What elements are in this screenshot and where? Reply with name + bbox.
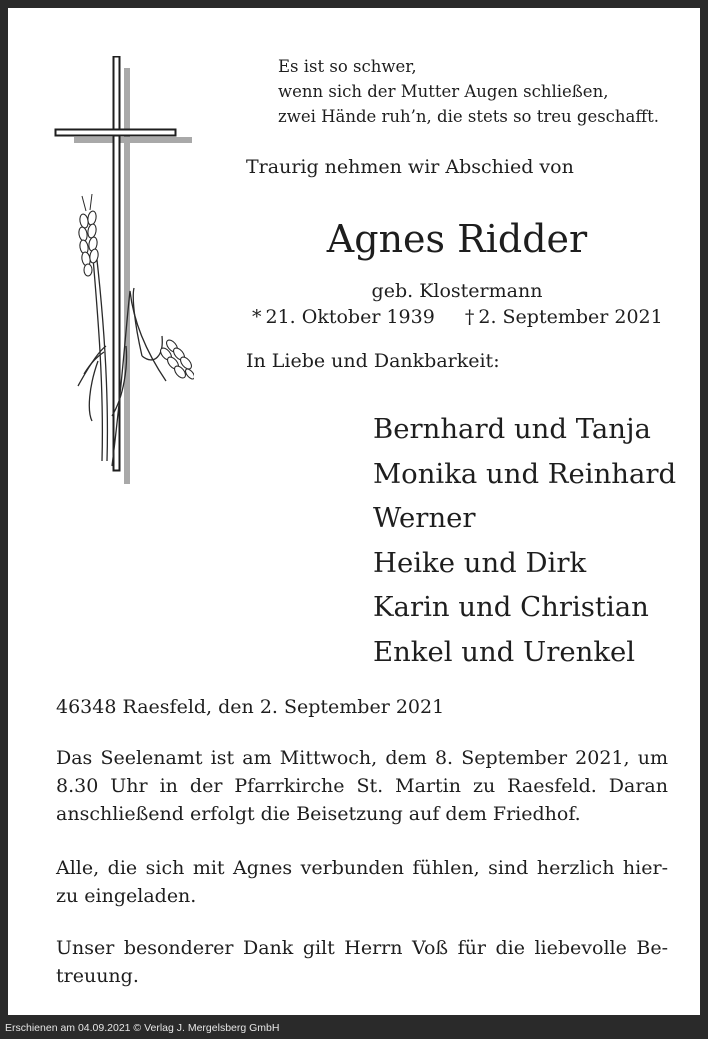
- poem-line: Es ist so schwer,: [278, 57, 417, 76]
- family-member: Werner: [373, 502, 476, 534]
- love-line: In Liebe und Dankbarkeit:: [246, 350, 500, 372]
- paragraph-line: treuung.: [56, 965, 139, 987]
- service-paragraph: [56, 744, 668, 828]
- cross-with-wheat-icon: [54, 56, 194, 486]
- paragraph-line: Alle, die sich mit Agnes verbunden fühlen, sind herzlich hier-: [56, 857, 668, 879]
- death-date-group: [465, 306, 663, 328]
- family-list: [373, 407, 676, 674]
- deceased-name: Agnes Ridder: [326, 217, 588, 261]
- family-member: Enkel und Urenkel: [373, 635, 636, 668]
- paragraph-line: Das Seelenamt ist am Mittwoch, dem 8. September 2021, um: [56, 747, 668, 769]
- death-date: 2. September 2021: [478, 306, 663, 328]
- birth-date-group: [252, 306, 441, 328]
- paragraph-line: Unser besonderer Dank gilt Herrn Voß für die liebevolle Be-: [56, 937, 668, 959]
- intro-text: Traurig nehmen wir Abschied von: [246, 156, 574, 178]
- poem-line: zwei Hände ruh’n, die stets so treu geschafft.: [278, 107, 659, 126]
- family-member: Monika und Reinhard: [373, 457, 677, 490]
- invitation-paragraph: [56, 854, 668, 910]
- place-date: 46348 Raesfeld, den 2. September 2021: [56, 696, 445, 718]
- thanks-paragraph: [56, 934, 668, 990]
- paragraph-line: 8.30 Uhr in der Pfarrkirche St. Martin zu Raesfeld. Daran: [56, 775, 668, 797]
- paragraph-line: anschließend erfolgt die Beisetzung auf dem Friedhof.: [56, 803, 581, 825]
- poem: [278, 54, 659, 129]
- family-member: Karin und Christian: [373, 591, 649, 623]
- paragraph-line: zu eingeladen.: [56, 885, 197, 907]
- life-dates: [252, 306, 663, 328]
- maiden-name: geb. Klostermann: [371, 280, 543, 302]
- poem-line: wenn sich der Mutter Augen schließen,: [278, 82, 609, 101]
- birth-date: 21. Oktober 1939: [265, 306, 435, 328]
- death-cross-icon: †: [464, 306, 475, 328]
- birth-star-icon: *: [252, 306, 262, 328]
- publication-footer: Erschienen am 04.09.2021 © Verlag J. Mergelsberg GmbH: [5, 1022, 280, 1034]
- family-member: Bernhard und Tanja: [373, 413, 651, 445]
- obituary-card: [8, 8, 700, 1015]
- family-member: Heike und Dirk: [373, 546, 587, 579]
